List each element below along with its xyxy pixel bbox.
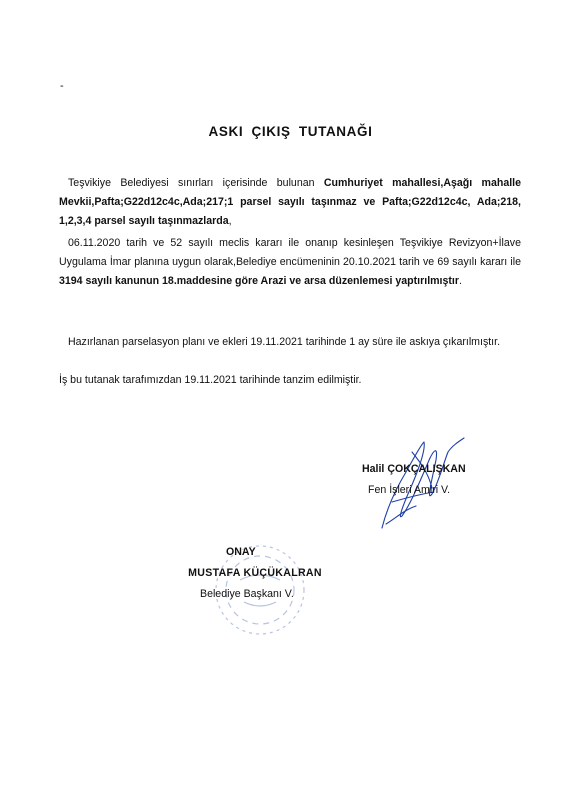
paragraph-decision-law: 3194 sayılı kanunun 18.maddesine göre Arazi ve arsa düzenlemesi yaptırılmıştır: [59, 275, 459, 287]
approval-name: MUSTAFA KÜÇÜKALRAN: [188, 567, 322, 579]
signatory-name: Halil ÇOKÇALIŞKAN: [362, 463, 466, 475]
paragraph-record-text: İş bu tutanak tarafımızdan 19.11.2021 tarihinde tanzim edilmiştir.: [59, 374, 362, 386]
paragraph-location-intro: Teşvikiye Belediyesi sınırları içerisinde bulunan: [68, 177, 324, 189]
paragraph-posting-text: Hazırlanan parselasyon planı ve ekleri 19.11.2021 tarihinde 1 ay süre ile askıya çıkarılmıştır.: [68, 336, 501, 348]
header-mark: -: [60, 80, 64, 92]
paragraph-decision: [59, 234, 521, 291]
paragraph-record: [59, 371, 521, 390]
paragraph-location-parcels: Cumhuriyet mahallesi,Aşağı mahalle Mevkii,Pafta;G22d12c4c,Ada;217;1 parsel sayılı taşınmaz ve Pafta;G22d12c4c, Ada;218, 1,2,3,4 parsel sayılı taşınmazlarda: [59, 177, 521, 227]
paragraph-posting: [59, 333, 521, 352]
approval-block: [160, 542, 350, 605]
signatory-block: [362, 459, 466, 501]
approval-role: Belediye Başkanı V.: [200, 588, 294, 600]
approval-label: ONAY: [226, 546, 256, 558]
paragraph-decision-intro: 06.11.2020 tarih ve 52 sayılı meclis kararı ile onanıp kesinleşen Teşvikiye Revizyon+İlave Uygulama İmar planına uygun olarak,Belediye encümeninin 20.10.2021 tarih ve 69 sayılı kararı ile: [59, 237, 521, 268]
document-title: ASKI ÇIKIŞ TUTANAĞI: [208, 124, 373, 139]
signatory-role: Fen İşleri Amiri V.: [368, 484, 451, 496]
paragraph-location-end: ,: [228, 215, 232, 227]
paragraph-location: [59, 174, 521, 231]
paragraph-decision-end: .: [459, 275, 462, 287]
